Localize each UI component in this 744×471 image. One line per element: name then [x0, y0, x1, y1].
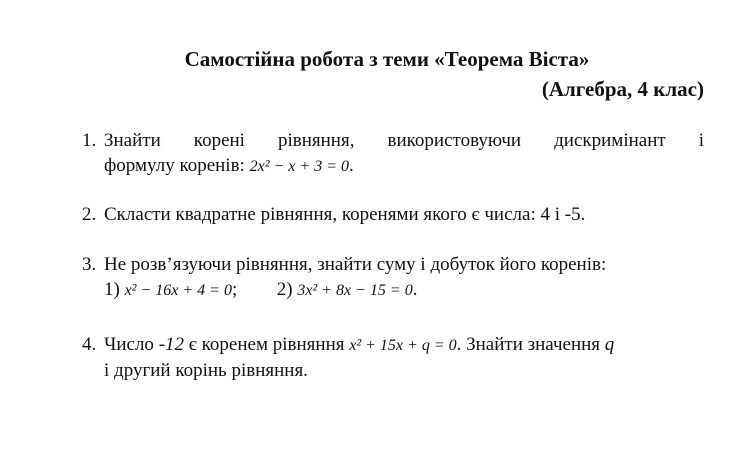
task-text: є коренем рівняння [188, 334, 345, 355]
page-title: Самостійна робота з теми «Теорема Віста» [184, 47, 590, 71]
task-text-line: і другий корінь рівняння. [104, 360, 308, 381]
task-3 [82, 252, 704, 303]
task-text: . Знайти значення [456, 334, 601, 355]
equation: 2x² − x + 3 = 0 [249, 158, 349, 175]
subtask-label: 1) [104, 279, 120, 300]
root-value: -12 [158, 334, 185, 355]
task-4 [82, 332, 704, 383]
task-text: Число [104, 334, 154, 355]
task-number: 4. [82, 334, 97, 355]
task-number: 3. [82, 254, 97, 275]
equation: x² + 15x + q = 0 [349, 337, 457, 354]
task-text-line: Скласти квадратне рівняння, коренями якого є числа: 4 і -5. [104, 204, 586, 225]
page-subtitle: (Алгебра, 4 клас) [541, 77, 704, 101]
task-text: формулу коренів: [104, 155, 245, 176]
punctuation: . [348, 155, 354, 176]
task-number: 2. [82, 204, 97, 225]
subtask-label: 2) [276, 279, 293, 300]
task-number: 1. [82, 130, 97, 151]
task-text-line: Знайти корені рівняння, використовуючи дискримінант і [104, 130, 704, 151]
task-text-line: Не розв’язуючи рівняння, знайти суму і добуток його коренів: [104, 254, 607, 275]
variable-q: q [604, 334, 615, 355]
punctuation: . [412, 279, 418, 300]
equation: x² − 16x + 4 = 0 [124, 282, 232, 299]
task-1 [82, 128, 704, 179]
task-2 [82, 202, 704, 227]
equation: 3x² + 8x − 15 = 0 [297, 282, 413, 299]
punctuation: ; [231, 279, 238, 300]
